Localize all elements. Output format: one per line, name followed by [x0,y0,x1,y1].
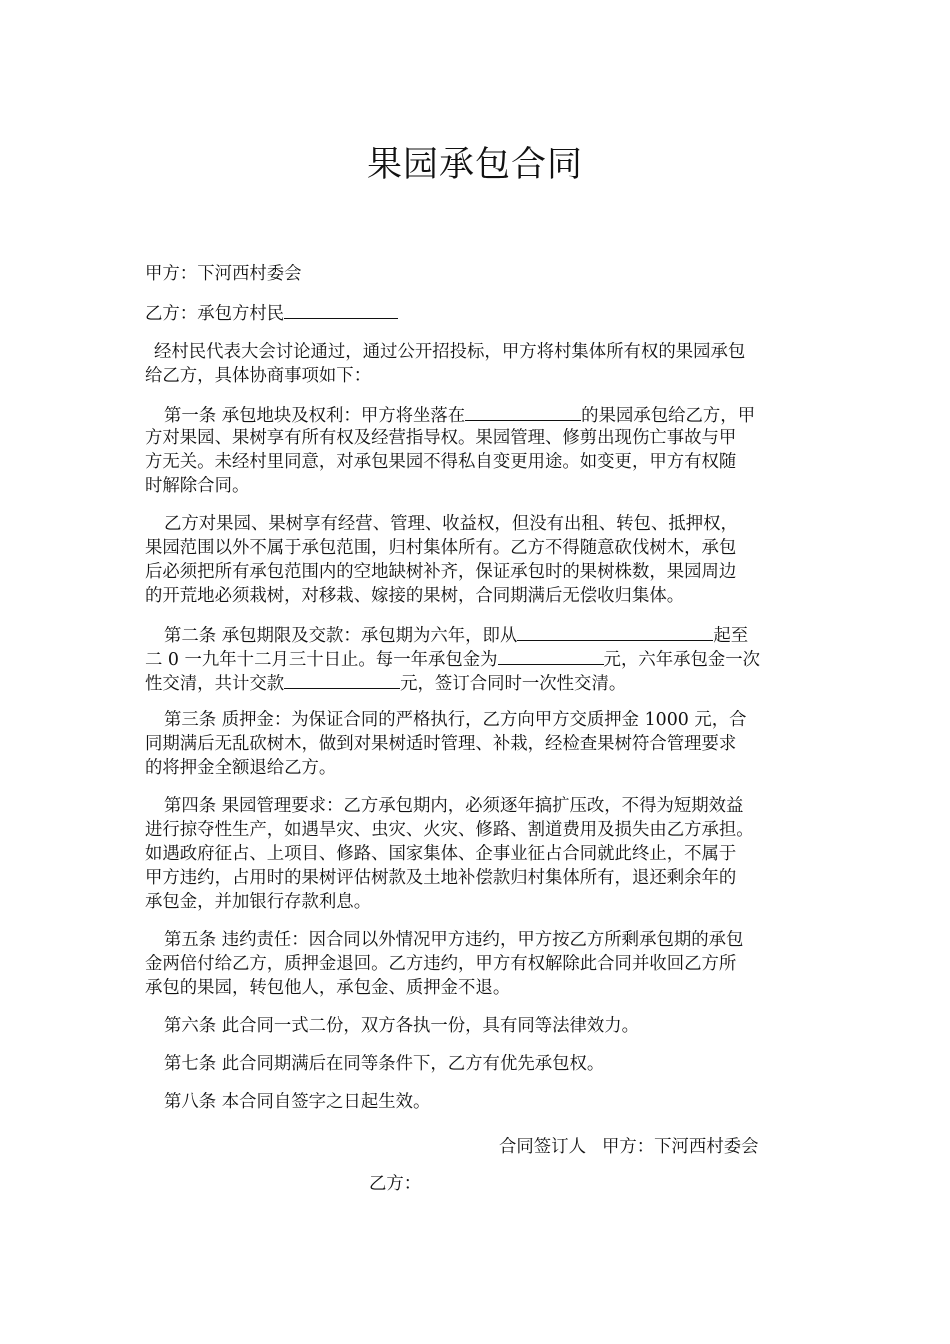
article-8: 第八条 本合同自签字之日起生效。 [164,1092,431,1112]
article-2-text: 第二条 承包期限及交款：承包期为六年，即从 [164,626,518,646]
article-3-line: 同期满后无乱砍树木，做到对果树适时管理、补栽，经检查果树符合管理要求 [145,734,737,754]
intro-line: 经村民代表大会讨论通过，通过公开招投标，甲方将村集体所有权的果园承包 [154,342,746,362]
article-1-line: 时解除合同。 [145,476,250,496]
party-a-label: 甲方： [145,264,198,284]
article-1-rights-line: 的开荒地必须栽树，对移栽、嫁接的果树，合同期满后无偿收归集体。 [145,586,685,606]
total-payment-blank [284,670,400,689]
party-b-name-blank [284,300,398,319]
signature-party-b: 乙方： [369,1174,422,1194]
intro-line: 给乙方，具体协商事项如下： [145,366,372,386]
document-title: 果园承包合同 [366,145,583,185]
annual-fee-blank [498,646,604,665]
article-2-text: 元，六年承包金一次 [603,650,761,670]
article-5-line: 金两倍付给乙方，质押金退回。乙方违约，甲方有权解除此合同并收回乙方所 [145,954,737,974]
article-7: 第七条 此合同期满后在同等条件下，乙方有优先承包权。 [164,1054,605,1074]
article-1-rights [145,512,811,608]
article-2-text: 元，签订合同时一次性交清。 [400,674,627,694]
article-4-line: 第四条 果园管理要求：乙方承包期内，必须逐年搞扩压改，不得为短期效益 [164,796,744,816]
article-1-line [145,402,811,426]
party-b-line [145,300,811,326]
party-b-label: 乙方： [145,304,198,324]
article-2-line [145,622,811,646]
article-4-line: 如遇政府征占、上项目、修路、国家集体、企事业征占合同就此终止，不属于 [145,844,737,864]
party-b-name: 承包方村民 [197,304,285,324]
article-2 [145,622,811,694]
party-a-name: 下河西村委会 [197,264,302,284]
article-2-text: 起至 [713,626,749,646]
article-2-text: 二 0 一九年十二月三十日止。每一年承包金为 [145,650,498,670]
article-3-line: 的将押金全额退给乙方。 [145,758,337,778]
article-1-rights-line: 乙方对果园、果树享有经营、管理、收益权，但没有出租、转包、抵押权， [164,514,738,534]
signature-party-a: 甲方：下河西村委会 [601,1137,759,1157]
article-4 [145,794,811,914]
signer-label: 合同签订人 [499,1137,586,1157]
location-blank [465,402,581,421]
article-2-line [145,670,811,694]
article-2-text: 性交清，共计交款 [145,674,285,694]
contract-body [145,262,811,1128]
intro-paragraph [145,340,811,388]
article-1-rights-line: 后必须把所有承包范围内的空地缺树补齐，保证承包时的果树株数，果园周边 [145,562,737,582]
article-1-line: 方对果园、果树享有所有权及经营指导权。果园管理、修剪出现伤亡事故与甲 [145,428,737,448]
signature-line [499,1135,759,1159]
article-4-line: 甲方违约，占用时的果树评估树款及土地补偿款归村集体所有，退还剩余年的 [145,868,737,888]
article-4-line: 承包金，并加银行存款利息。 [145,892,372,912]
article-1 [145,402,811,498]
article-1-rights-line: 果园范围以外不属于承包范围，归村集体所有。乙方不得随意砍伐树木，承包 [145,538,737,558]
article-5-line: 承包的果园，转包他人，承包金、质押金不退。 [145,978,511,998]
article-1-text: 的果园承包给乙方，甲 [581,406,756,426]
article-4-line: 进行掠夺性生产，如遇旱灾、虫灾、火灾、修路、割道费用及损失由乙方承担。 [145,820,754,840]
article-6: 第六条 此合同一式二份，双方各执一份，具有同等法律效力。 [164,1016,640,1036]
article-1-text: 第一条 承包地块及权利：甲方将坐落在 [164,406,466,426]
article-3-line: 第三条 质押金：为保证合同的严格执行，乙方向甲方交质押金 1000 元，合 [164,710,747,730]
article-5 [145,928,811,1000]
article-2-line [145,646,811,670]
party-a-line [145,262,811,286]
article-3 [145,708,811,780]
article-5-line: 第五条 违约责任：因合同以外情况甲方违约，甲方按乙方所剩承包期的承包 [164,930,744,950]
start-date-blank [517,622,713,641]
article-1-line: 方无关。未经村里同意，对承包果园不得私自变更用途。如变更，甲方有权随 [145,452,737,472]
